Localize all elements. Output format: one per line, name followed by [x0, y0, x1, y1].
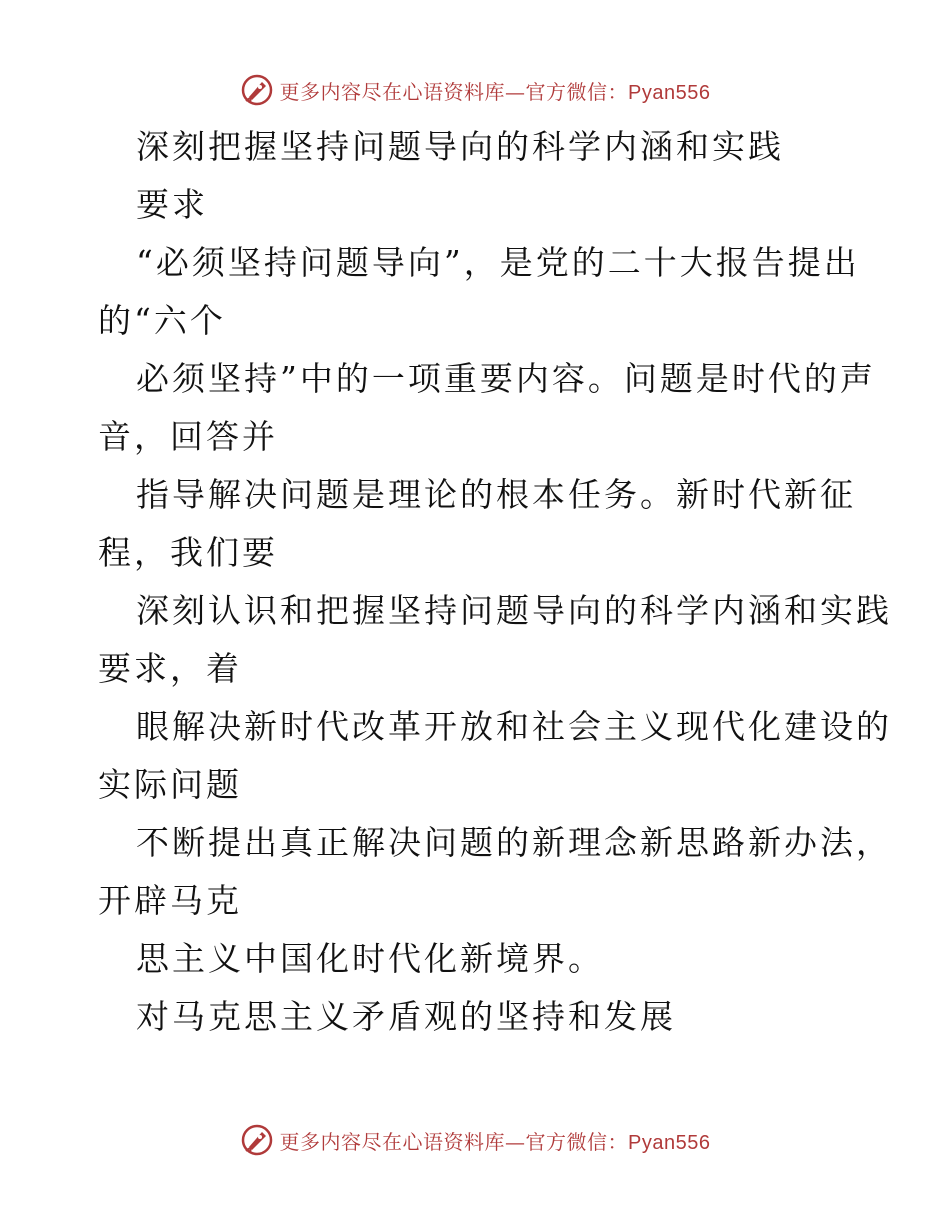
paragraph-line: 音，回答并 [98, 417, 278, 456]
paragraph-line: 必须坚持”中的一项重要内容。问题是时代的声 [136, 359, 876, 398]
paragraph-line: 程，我们要 [98, 533, 278, 572]
paragraph-line: 眼解决新时代改革开放和社会主义现代化建设的 [136, 707, 892, 746]
pen-nib-logo-icon [240, 73, 274, 107]
header-watermark-text: 更多内容尽在心语资料库—官方微信：Pyan556 [279, 79, 711, 104]
footer-watermark-text: 更多内容尽在心语资料库—官方微信：Pyan556 [279, 1129, 711, 1154]
paragraph-line: 的“六个 [98, 301, 226, 340]
pen-nib-logo-icon [240, 1123, 274, 1157]
header-watermark [0, 72, 950, 108]
document-body [98, 118, 892, 1046]
paragraph-line: 深刻认识和把握坚持问题导向的科学内涵和实践 [136, 591, 892, 630]
paragraph-line: 实际问题 [98, 765, 242, 804]
paragraph-line: 指导解决问题是理论的根本任务。新时代新征 [136, 475, 856, 514]
paragraph-line: 对马克思主义矛盾观的坚持和发展 [136, 997, 676, 1036]
paragraph-line: 要求，着 [98, 649, 242, 688]
paragraph-line: “必须坚持问题导向”，是党的二十大报告提出 [136, 243, 860, 282]
paragraph-line: 思主义中国化时代化新境界。 [136, 939, 604, 978]
paragraph-line: 深刻把握坚持问题导向的科学内涵和实践 [136, 127, 784, 166]
paragraph-line: 开辟马克 [98, 881, 242, 920]
paragraph-line: 不断提出真正解决问题的新理念新思路新办法， [136, 823, 892, 862]
footer-watermark [0, 1122, 950, 1158]
paragraph-line: 要求 [136, 185, 208, 224]
